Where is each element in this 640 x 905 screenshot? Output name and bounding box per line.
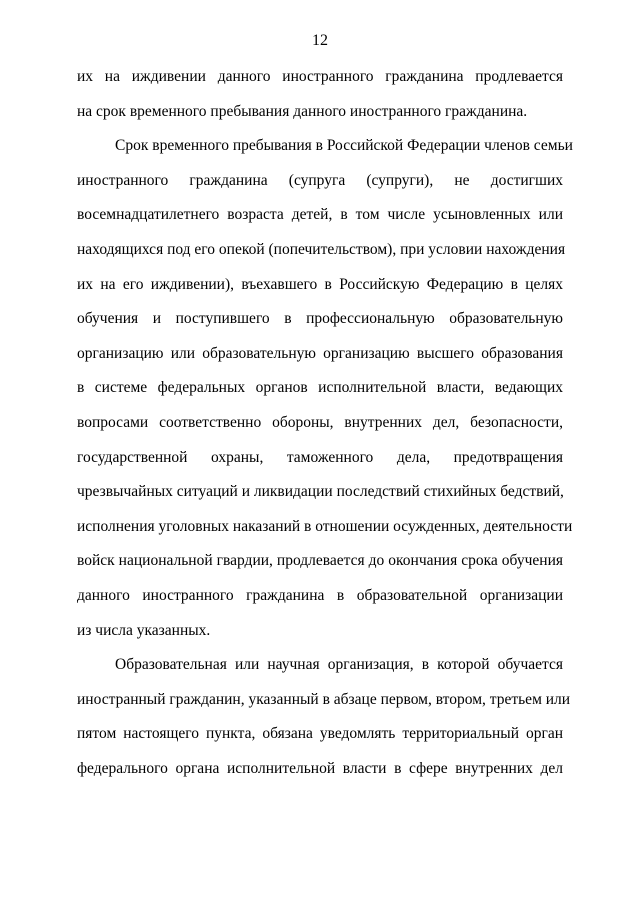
text-line: их на его иждивении), въехавшего в Российскую Федерацию в целях	[77, 275, 563, 293]
text-line: федерального органа исполнительной власти в сфере внутренних дел	[77, 759, 563, 777]
text-line: Срок временного пребывания в Российской Федерации членов семьи	[115, 137, 573, 155]
text-line: находящихся под его опекой (попечительством), при условии нахождения	[77, 240, 566, 258]
text-line: иностранный гражданин, указанный в абзаце первом, втором, третьем или	[77, 690, 571, 708]
text-line: чрезвычайных ситуаций и ликвидации последствий стихийных бедствий,	[77, 483, 564, 501]
text-line: Образовательная или научная организация, в которой обучается	[115, 656, 563, 674]
text-line: в системе федеральных органов исполнительной власти, ведающих	[77, 379, 563, 397]
text-line: исполнения уголовных наказаний в отношении осужденных, деятельности	[77, 517, 573, 535]
text-line: пятом настоящего пункта, обязана уведомлять территориальный орган	[77, 725, 563, 743]
text-line: восемнадцатилетнего возраста детей, в том числе усыновленных или	[77, 206, 563, 224]
page-number: 12	[312, 32, 328, 49]
text-line: войск национальной гвардии, продлевается до окончания срока обучения	[77, 552, 563, 570]
text-line: государственной охраны, таможенного дела, предотвращения	[77, 448, 563, 466]
text-line: из числа указанных.	[77, 621, 211, 639]
text-line: данного иностранного гражданина в образовательной организации	[77, 586, 563, 604]
text-line: на срок временного пребывания данного иностранного гражданина.	[77, 102, 528, 120]
paragraph-2	[77, 129, 573, 648]
paragraph-1	[77, 60, 563, 129]
text-line: организацию или образовательную организацию высшего образования	[77, 344, 563, 362]
text-line: их на иждивении данного иностранного гражданина продлевается	[77, 68, 563, 85]
paragraph-3	[77, 648, 571, 786]
document-body	[77, 60, 573, 786]
text-line: иностранного гражданина (супруга (супруги), не достигших	[77, 171, 563, 189]
text-line: обучения и поступившего в профессиональную образовательную	[77, 310, 563, 328]
text-line: вопросами соответственно обороны, внутренних дел, безопасности,	[77, 413, 563, 431]
